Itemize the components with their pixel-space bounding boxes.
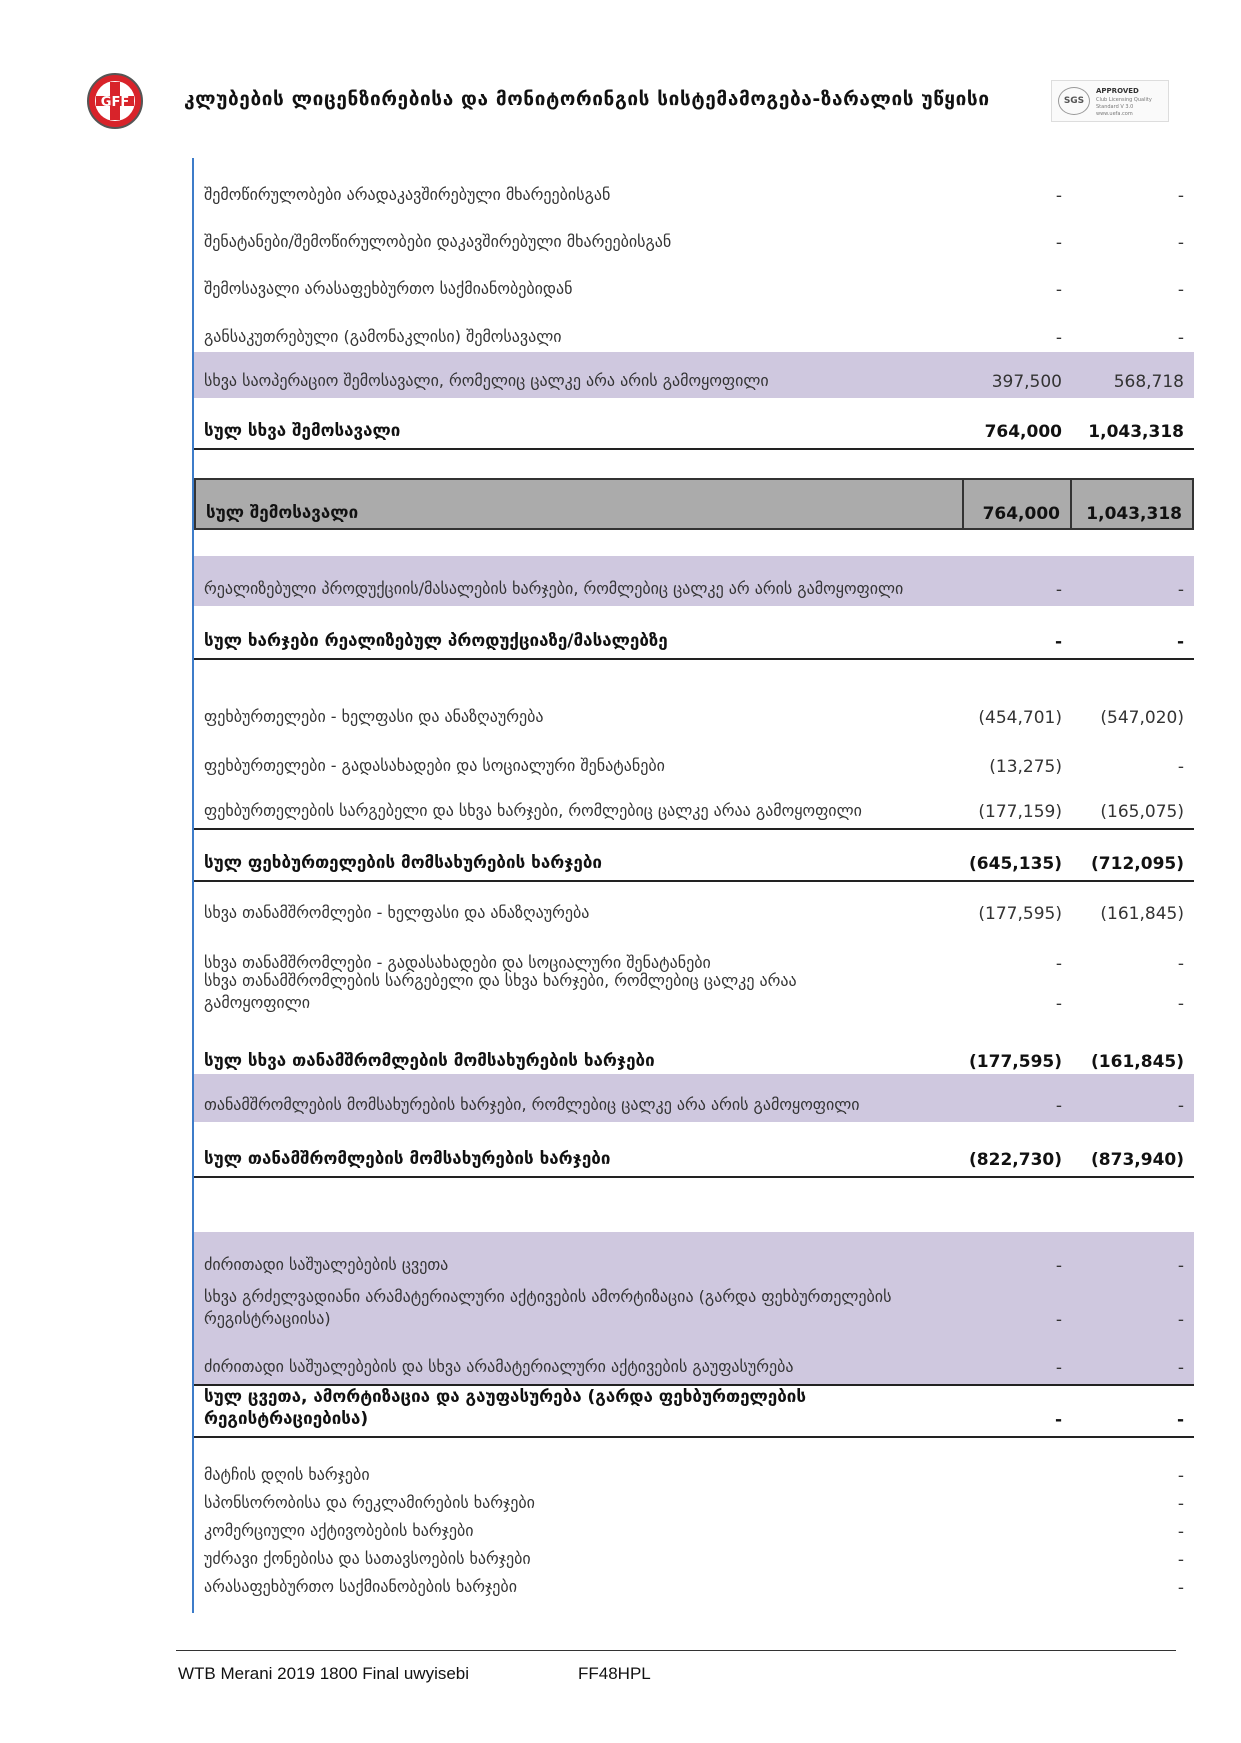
row-label: სულ სხვა შემოსავალი [204,421,401,441]
row-label: კომერციული აქტივობების ხარჯები [204,1521,474,1540]
table-row [194,1074,1194,1122]
row-label: შენატანები/შემოწირულობები დაკავშირებული მხარეებისგან [204,232,672,251]
subtotal-row [194,842,1194,882]
row-label: სულ ხარჯები რეალიზებულ პროდუქციაზე/მასალებზე [204,631,668,651]
value-current: - [1054,632,1062,652]
table-row [194,749,1194,783]
value-current: (177,595) [978,904,1062,924]
value-current: - [1055,1310,1062,1330]
table-row [194,1336,1194,1386]
row-label: მატჩის დღის ხარჯები [204,1465,370,1484]
value-current: - [1055,1096,1062,1116]
subtotal-row [194,620,1194,660]
value-prior: - [1177,1096,1184,1116]
value-prior: - [1176,1410,1184,1430]
value-prior: - [1177,757,1184,777]
row-label: შემოწირულობები არადაკავშირებული მხარეებისგან [204,185,611,204]
gff-logo-icon [86,72,144,130]
value-current: - [1055,994,1062,1014]
value-current: 397,500 [991,372,1062,392]
row-label: სულ სხვა თანამშრომლების მომსახურების ხარჯები [204,1051,655,1071]
value-current: - [1055,1358,1062,1378]
value-prior: 1,043,318 [1086,504,1182,524]
row-label: განსაკუთრებული (გამონაკლისი) შემოსავალი [204,327,562,346]
row-label: სულ თანამშრომლების მომსახურების ხარჯები [204,1149,611,1169]
cert-line: www.uefa.com [1096,111,1133,117]
row-label: სხვა საოპერაციო შემოსავალი, რომელიც ცალკე არა არის გამოყოფილი [204,371,769,390]
row-label: სხვა გრძელვადიანი არამატერიალური აქტივების ამორტიზაცია (გარდა ფეხბურთელების რეგისტრაციისა) [204,1287,892,1328]
value-prior: (712,095) [1091,854,1184,874]
value-current: - [1055,233,1062,253]
row-label: ძირითადი საშუალებების და სხვა არამატერიალური აქტივების გაუფასურება [204,1357,794,1376]
table-row [194,556,1194,606]
row-label: სხვა თანამშრომლები - გადასახადები და სოციალური შენატანები [204,953,711,972]
value-prior: - [1177,1256,1184,1276]
footer-filename: WTB Merani 2019 1800 Final uwyisebi [178,1664,470,1683]
total-row [194,478,1194,530]
value-prior: (161,845) [1100,904,1184,924]
footer-divider [176,1650,1176,1651]
value-prior: - [1177,994,1184,1014]
table-row [194,972,1194,1020]
logo-text: GFF [100,95,130,110]
value-current: (177,159) [978,802,1062,822]
row-label: არასაფეხბურთო საქმიანობების ხარჯები [204,1577,517,1596]
value-prior: - [1177,1466,1184,1486]
table-row [194,700,1194,734]
row-label: სპონსორობისა და რეკლამირების ხარჯები [204,1493,535,1512]
row-label: ფეხბურთელები - ხელფასი და ანაზღაურება [204,707,544,726]
cert-label: APPROVED [1096,87,1139,95]
value-current: - [1055,328,1062,348]
row-label: ფეხბურთელები - გადასახადები და სოციალური შენატანები [204,756,665,775]
footer-code: FF48HPL [578,1664,651,1683]
subtotal-row [194,1386,1194,1438]
value-current: (454,701) [978,708,1062,728]
value-prior: (547,020) [1100,708,1184,728]
value-current: (13,275) [989,757,1062,777]
page-title: კლუბების ლიცენზირებისა და მონიტორინგის სისტემამოგება-ზარალის უწყისი [184,88,990,110]
table-row [194,1232,1194,1282]
value-prior: - [1177,233,1184,253]
row-label: რეალიზებული პროდუქციის/მასალების ხარჯები, რომლებიც ცალკე არ არის გამოყოფილი [204,579,904,598]
row-label: სხვა თანამშრომლები - ხელფასი და ანაზღაურება [204,903,590,922]
subtotal-row [194,1040,1194,1078]
value-prior: - [1177,1550,1184,1570]
value-current: - [1055,280,1062,300]
value-prior: - [1177,1358,1184,1378]
row-label: უძრავი ქონებისა და სათავსოების ხარჯები [204,1549,531,1568]
value-current: - [1054,1410,1062,1430]
table-row [194,225,1194,259]
value-prior: (873,940) [1091,1150,1184,1170]
row-label: შემოსავალი არასაფეხბურთო საქმიანობებიდან [204,279,573,298]
subtotal-row [194,410,1194,450]
value-prior: (161,845) [1091,1052,1184,1072]
table-row [194,272,1194,306]
value-current: - [1055,186,1062,206]
table-row [194,1520,1194,1548]
row-label: თანამშრომლების მომსახურების ხარჯები, რომლებიც ცალკე არა არის გამოყოფილი [204,1095,860,1114]
table-row [194,896,1194,930]
value-prior: - [1177,954,1184,974]
cert-line: Club Licensing Quality [1096,97,1152,103]
table-row [194,1548,1194,1576]
value-current: - [1055,954,1062,974]
page-header [86,72,1176,132]
value-prior: - [1177,1310,1184,1330]
value-current: 764,000 [984,422,1062,442]
value-current: 764,000 [982,504,1060,524]
table-row [194,352,1194,398]
row-label: სულ ფეხბურთელების მომსახურების ხარჯები [204,853,602,873]
cert-line: Standard V 3.0 [1096,104,1134,110]
value-current: - [1055,1256,1062,1276]
value-prior: 568,718 [1113,372,1184,392]
value-current: (177,595) [969,1052,1062,1072]
value-current: (645,135) [969,854,1062,874]
value-prior: - [1177,1494,1184,1514]
row-label: ფეხბურთელების სარგებელი და სხვა ხარჯები, რომლებიც ცალკე არაა გამოყოფილი [204,801,862,820]
value-prior: - [1177,580,1184,600]
row-label: სხვა თანამშრომლების სარგებელი და სხვა ხარჯები, რომლებიც ცალკე არაა გამოყოფილი [204,971,797,1012]
value-prior: 1,043,318 [1088,422,1184,442]
value-prior: - [1177,328,1184,348]
row-label: სულ შემოსავალი [206,503,359,523]
table-row [194,320,1194,354]
value-prior: - [1177,186,1184,206]
table-row [194,1576,1194,1604]
certification-badge [1051,80,1169,122]
value-prior: - [1176,632,1184,652]
row-label: ძირითადი საშუალებების ცვეთა [204,1255,449,1274]
value-prior: - [1177,1578,1184,1598]
value-prior: - [1177,280,1184,300]
row-label: სულ ცვეთა, ამორტიზაცია და გაუფასურება (გარდა ფეხბურთელების რეგისტრაციებისა) [204,1387,807,1429]
table-row [194,1282,1194,1336]
subtotal-row [194,1138,1194,1178]
value-prior: (165,075) [1100,802,1184,822]
sgs-icon: SGS [1058,87,1090,115]
value-prior: - [1177,1522,1184,1542]
table-row [194,780,1194,830]
table-row [194,1492,1194,1520]
table-row [194,178,1194,212]
value-current: - [1055,580,1062,600]
value-current: (822,730) [969,1150,1062,1170]
table-row [194,1464,1194,1492]
